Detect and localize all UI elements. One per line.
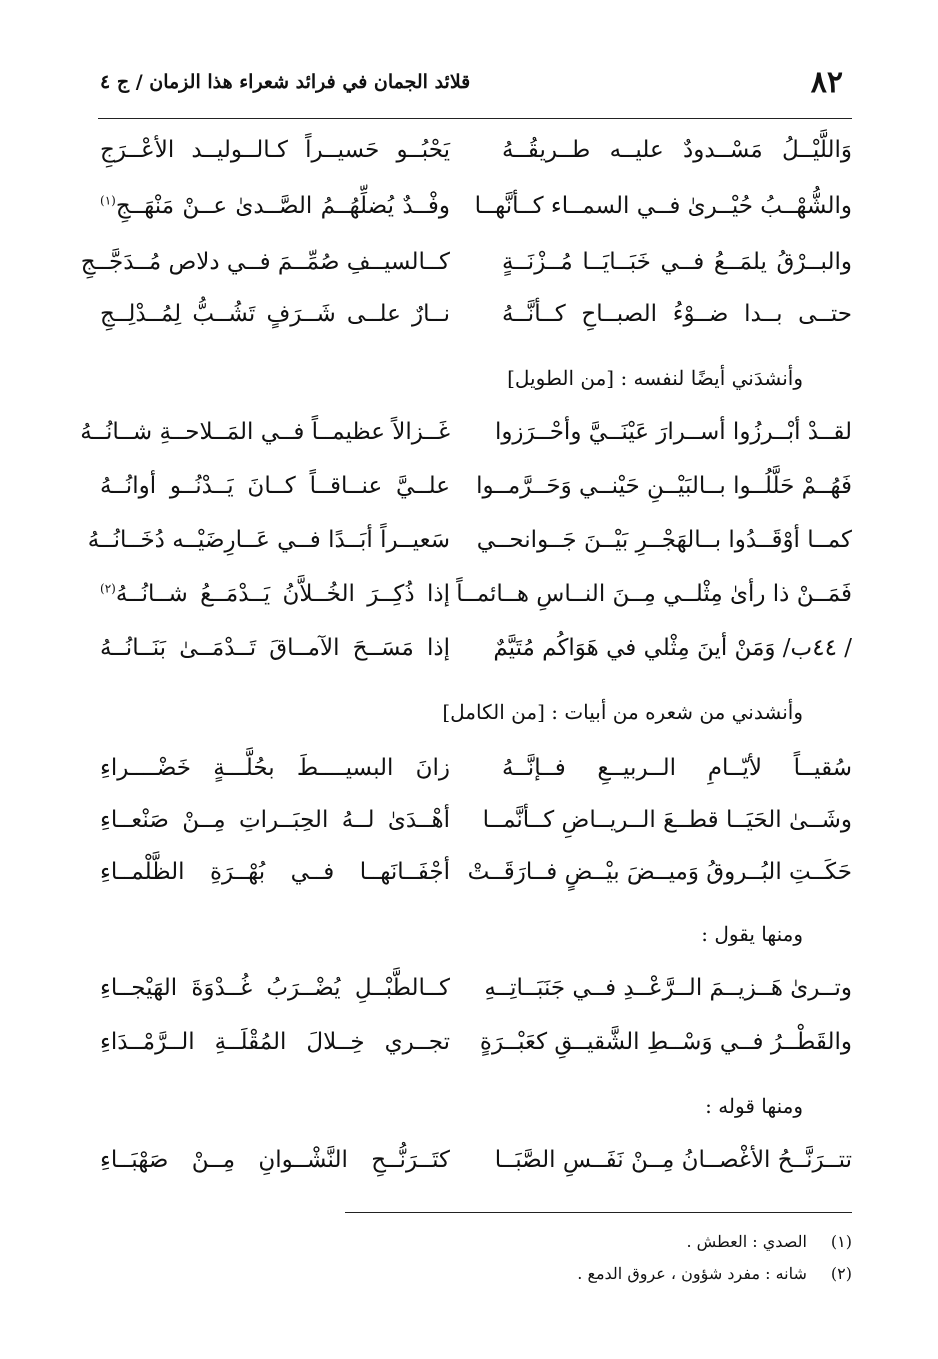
running-title: قلائد الجمان في فرائد شعراء هذا الزمان / ج ٤ — [100, 71, 471, 93]
verse-row — [100, 798, 852, 842]
verse-second-hemistich — [100, 193, 450, 219]
verse-row — [100, 1020, 852, 1064]
verse-first-hemistich: وتــرىٰ هَــزيــمَ الــرَّعْــدِ فــي جَنَبَــاتِــهِ — [484, 975, 852, 1001]
page-header — [100, 62, 843, 102]
verse-first-hemistich: فَهُــمْ حَلَّلُــوا بــالبَيْــنِ حَيْنــي وَحَــرَّمــوا — [476, 473, 852, 499]
verse-row — [100, 184, 852, 228]
intro-line: وأنشدني من شعره من أبيات : [من الكامل] — [442, 700, 803, 724]
verse-first-hemistich: لقــدْ أبْــرزُوا أســرارَ عَيْنَــيَّ وأحْــرَزوا — [494, 419, 852, 445]
verse-second-hemistich: زانَ البسيــــطَ بحُلَّـــةٍ خَضْــــراءِ — [100, 755, 450, 781]
verse-row — [87, 518, 852, 562]
verse-second-hemistich: نــارٌ علــى شَــرَفٍ تَشُــبُّ لِمُــدْلِــجِ — [100, 301, 450, 327]
verse-second-hemistich: كــالسيــفِ صُمِّــمَ فــي دلاص مُــدَجَّــجِ — [80, 249, 450, 275]
footnote-text: شانه : مفرد شؤون ، عروق الدمع . — [577, 1264, 807, 1283]
verse-second-hemistich: غَــزالاً عظيمــاً فــي المَــلاحــةِ شــانُــهُ — [80, 419, 450, 445]
verse-first-hemistich: وَاللَّيْــلُ مَسْــدودٌ عليــه طــريقُــهُ — [502, 137, 852, 163]
intro-line: وأنشدَني أيضًا لنفسه : [من الطويل] — [507, 366, 803, 390]
verse-row — [100, 128, 852, 172]
verse-row — [100, 292, 852, 336]
verse-second-hemistich: كــالطَّبْــلِ يُضْــرَبُ غُــدْوَةَ الهَيْجــاءِ — [100, 975, 450, 1001]
verse-second-hemistich: سَعيــراً أبَــدًا فــي عَــارِضَيْــه دُخَــانُــهُ — [87, 527, 450, 553]
verse-first-hemistich: وشَــىٰ الحَيَــا قطــعَ الــريــاضِ كــأنَّمــا — [482, 807, 852, 833]
verse-first-hemistich: والقَطْــرُ فــي وَسْــطِ الشَّقيــقِ كعَبْــرَةٍ — [479, 1029, 852, 1055]
verse-first-hemistich: والبــرْقُ يلمَــعُ فــي خَبَــايَــا مُــزْنَــةٍ — [502, 249, 852, 275]
verse-row — [100, 464, 852, 508]
verse-first-hemistich: كمــا أوْقَــدُوا بــالهَجْــرِ بَيْــنَ جَــوانحــي — [476, 527, 852, 553]
verse-first-hemistich: / ٤٤ب/ وَمَنْ أينَ مِثْلي في هَوَاكُم مُتَيَّمٌ — [493, 635, 852, 661]
footnote-rule — [345, 1212, 852, 1213]
verse-second-hemistich: تجــري خِــلالَ المُقْلَــةِ الــرَّمْــدَاءِ — [100, 1029, 450, 1055]
verse-row — [100, 746, 852, 790]
intro-line: ومنها يقول : — [701, 922, 803, 946]
verse-first-hemistich: فَمَــنْ ذا رأىٰ مِثْلــي مِــنَ النــاسِ هــائمــاً — [456, 581, 852, 607]
verse-second-hemistich: إذا مَسَــحَ الآمــاقَ تَــدْمَــىٰ بَنَــانُــهُ — [100, 635, 450, 661]
verse-row — [100, 572, 852, 616]
verse-second-hemistich: كتَــرَنُّــحِ النَّشْــوانِ مِــنْ صَهْبَــاءِ — [100, 1147, 450, 1173]
intro-line: ومنها قوله : — [705, 1094, 803, 1118]
verse-second-hemistich: أجْفَــانَهــا فــي بُهْــرَةِ الظَّلْمــاءِ — [100, 859, 450, 885]
footnote-number: (١) — [830, 1232, 852, 1251]
verse-first-hemistich: حَكَــتِ البُــروقُ وَميــضَ بيْــضٍ فــارَقَــتْ — [467, 859, 852, 885]
footnote-marker: (١) — [100, 193, 116, 208]
verse-first-hemistich: حتــى بــدا ضــوْءُ الصبــاحِ كــأنَّــهُ — [502, 301, 852, 327]
page-number: ٨٢ — [810, 64, 843, 100]
verse-first-hemistich: والشُّهْــبُ حُيْــرىٰ فــي السمــاء كــأنَّهــا — [474, 193, 852, 219]
footnote — [577, 1264, 852, 1283]
verse-second-hemistich — [100, 581, 450, 607]
footnote — [686, 1232, 852, 1251]
verse-row — [80, 410, 852, 454]
verse-row — [100, 626, 852, 670]
verse-first-hemistich: تتــرَنَّــحُ الأغْصــانُ مِــنْ نَفَــسِ الصَّبَــا — [494, 1147, 852, 1173]
footnote-marker: (٢) — [100, 581, 116, 596]
verse-row — [100, 966, 852, 1010]
verse-row — [80, 240, 852, 284]
verse-row — [100, 850, 852, 894]
verse-row — [100, 1138, 852, 1182]
verse-second-hemistich: يَحْبُــو حَسيــراً كـالــوليــد الأعْــرَجِ — [100, 137, 450, 163]
verse-second-hemistich: أهْــدَىٰ لــهُ الحِبَــراتِ مِــنْ صَنْعــاءِ — [100, 807, 450, 833]
verse-text: إذا ذُكِــرَ الخُــلاَّنُ يَــدْمَــعُ شــانُــهُ — [115, 581, 450, 607]
verse-first-hemistich: سُقيــاً لأيّــامِ الــربيــعِ فــإنَّــهُ — [502, 755, 852, 781]
footnote-text: الصدي : العطش . — [686, 1232, 807, 1251]
header-rule — [98, 118, 852, 119]
verse-second-hemistich: علــيَّ عنــاقــاً كــانَ يَــدْنُــو أوانُــهُ — [100, 473, 450, 499]
footnote-number: (٢) — [830, 1264, 852, 1283]
verse-text: وفْــدٌ يُضلِّهُــمُ الصَّــدىٰ عــنْ مَنْهَــجِ — [115, 193, 450, 219]
